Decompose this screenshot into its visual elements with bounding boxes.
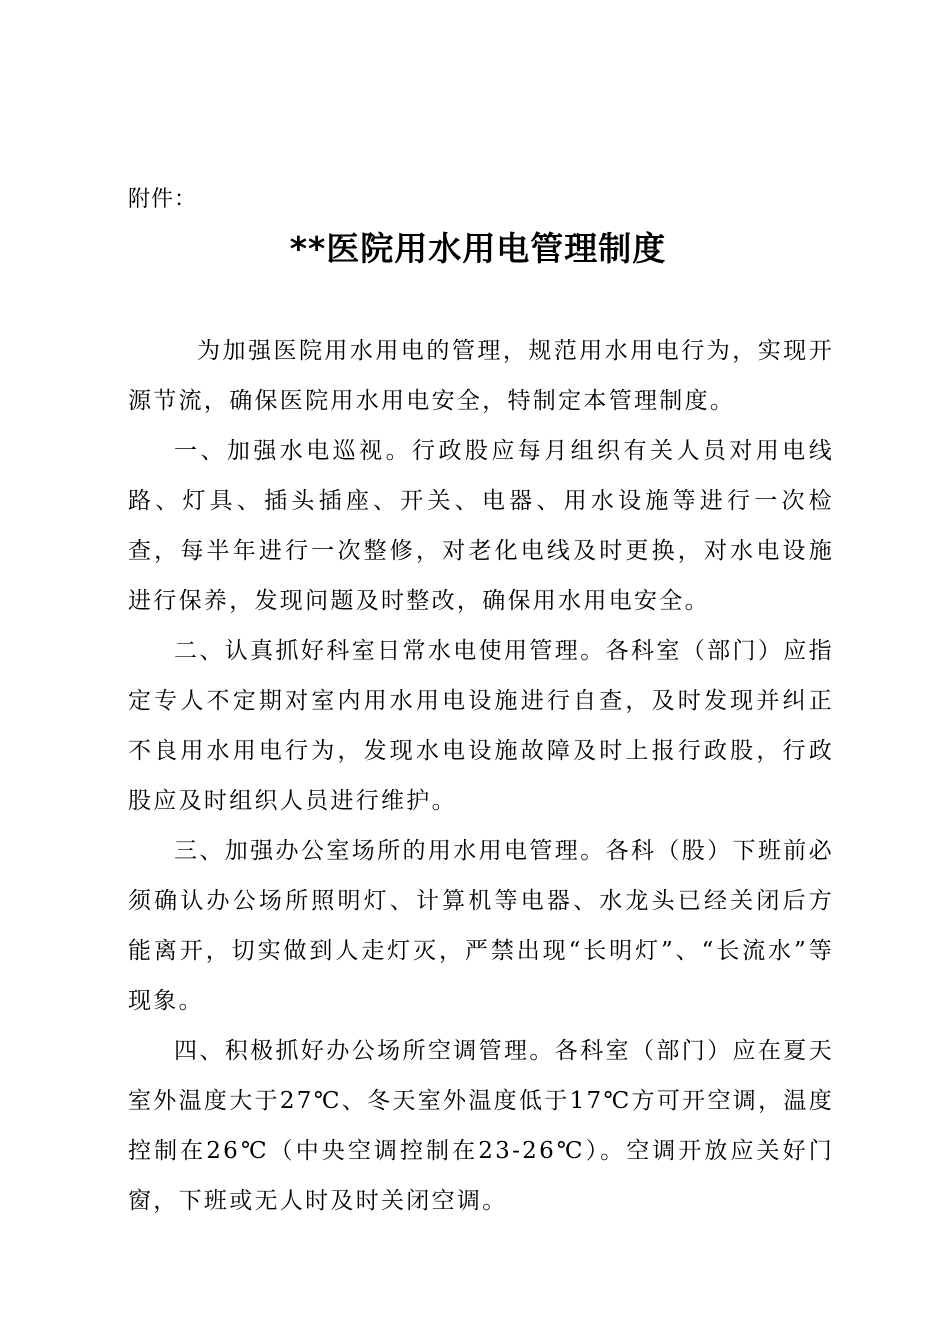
attachment-label: 附件： xyxy=(128,187,198,212)
intro-paragraph: 为加强医院用水用电的管理，规范用水用电行为，实现开源节流，确保医院用水用电安全，特制定本管理制度。 xyxy=(128,338,834,414)
rule-paragraph-4: 四、积极抓好办公场所空调管理。各科室（部门）应在夏天室外温度大于27℃、冬天室外温度低于17℃方可开空调，温度控制在26℃（中央空调控制在23-26℃）。空调开放应关好门窗，下班或无人时及时关闭空调。 xyxy=(128,1038,834,1214)
document-body xyxy=(128,326,834,1226)
rule-paragraph-3: 三、加强办公室场所的用水用电管理。各科（股）下班前必须确认办公场所照明灯、计算机等电器、水龙头已经关闭后方能离开，切实做到人走灯灭，严禁出现“长明灯”、“长流水”等现象。 xyxy=(128,838,834,1014)
document-title: **医院用水用电管理制度 xyxy=(289,229,667,268)
rule-paragraph-2: 二、认真抓好科室日常水电使用管理。各科室（部门）应指定专人不定期对室内用水用电设施进行自查，及时发现并纠正不良用水用电行为，发现水电设施故障及时上报行政股，行政股应及时组织人员进行维护。 xyxy=(128,638,834,814)
rule-paragraph-1: 一、加强水电巡视。行政股应每月组织有关人员对用电线路、灯具、插头插座、开关、电器、用水设施等进行一次检查，每半年进行一次整修，对老化电线及时更换，对水电设施进行保养，发现问题及时整改，确保用水用电安全。 xyxy=(128,438,834,614)
